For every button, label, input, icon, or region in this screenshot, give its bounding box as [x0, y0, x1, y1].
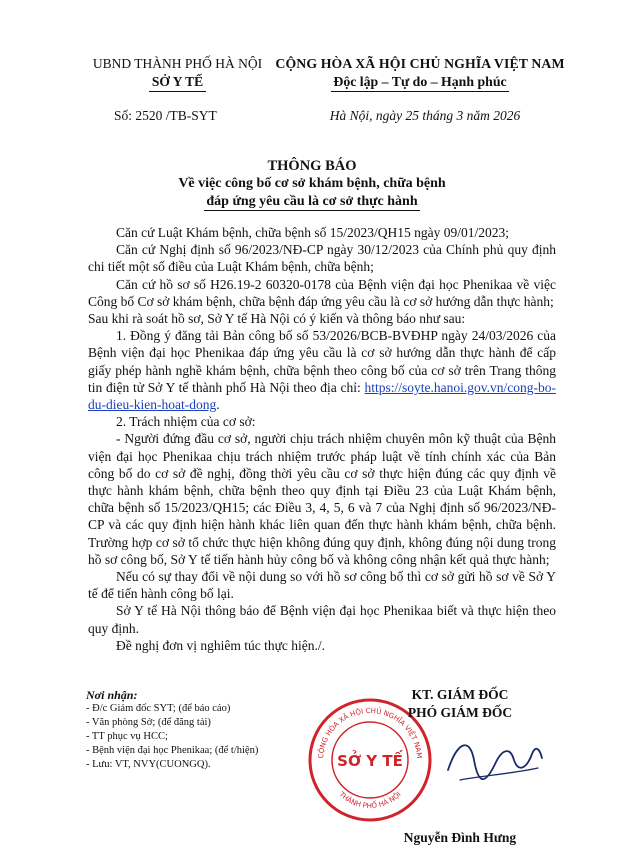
document-date: Hà Nội, ngày 25 tháng 3 năm 2026 [329, 108, 521, 123]
seal-center-text: SỞ Y TẾ [337, 752, 403, 770]
subject-underlined: đáp ứng yêu cầu là cơ sở thực hành [206, 194, 418, 209]
signer-title: PHÓ GIÁM ĐỐC [407, 705, 513, 720]
closing-request: Đề nghị đơn vị nghiêm túc thực hiện./. [116, 637, 326, 653]
agency-name: SỞ Y TẾ [149, 73, 206, 92]
legal-basis-1: Căn cứ Luật Khám bệnh, chữa bệnh số 15/2023/QH15 ngày 09/01/2023; [116, 225, 509, 240]
legal-basis-2: Căn cứ Nghị định số 96/2023/NĐ-CP ngày 30/12/2023 của Chính phủ quy định chi tiết một số điều của Luật Khám bệnh, chữa bệnh; [88, 242, 556, 275]
document-body [88, 224, 556, 654]
recipient-item: - Văn phòng Sở; (để đăng tải) [86, 717, 211, 728]
recipient-item: - Đ/c Giám đốc SYT; (để báo cáo) [86, 703, 231, 714]
document-number: Số: 2520 /TB-SYT [114, 108, 217, 123]
agency-parent: UBND THÀNH PHỐ HÀ NỘI [92, 56, 263, 71]
signer-name: Nguyễn Đình Hưng [403, 830, 517, 845]
item-1 [88, 327, 556, 413]
link-suffix: . [216, 397, 220, 413]
document-subject-line2 [0, 193, 624, 211]
item-1-text: 1. Đồng ý đăng tải Bản công bố số 53/2026/BCB-BVĐHP ngày 24/03/2026 của Bệnh viện đại học Phenikaa đáp ứng yêu cầu là cơ sở hướng dẫn thực hành để cấp giấy phép hành nghề khám bệnh, chữa bệnh theo công bố của cơ sở trên Trang thông tin điện tử Sở Y tế thành phố Hà Nội theo địa chỉ: [88, 328, 556, 395]
document-type: THÔNG BÁO [267, 158, 357, 174]
legal-basis-3: Căn cứ hồ sơ số H26.19-2 60320-0178 của Bệnh viện đại học Phenikaa về việc Công bố Cơ sở khám bệnh, chữa bệnh đáp ứng yêu cầu là cơ sở hướng dẫn thực hành; [88, 276, 556, 309]
notice-clause: Sở Y tế Hà Nội thông báo để Bệnh viện đại học Phenikaa biết và thực hiện theo quy định. [88, 603, 556, 636]
issuing-agency [80, 55, 275, 92]
nation-name: CỘNG HÒA XÃ HỘI CHỦ NGHĨA VIỆT NAM [275, 56, 565, 71]
publication-link[interactable]: https://soyte.hanoi.gov.vn/cong-bo-du-dieu-kien-hoat-dong [88, 379, 557, 413]
recipients-heading: Nơi nhận: [86, 688, 138, 702]
recipient-item: - TT phục vụ HCC; [86, 731, 168, 742]
seal-ring-top: CỘNG HÒA XÃ HỘI CHỦ NGHĨA VIỆT NAM [316, 706, 424, 759]
item-2: 2. Trách nhiệm của cơ sở: [116, 414, 256, 430]
document-subject-line1: Về việc công bố cơ sở khám bệnh, chữa bệnh [178, 176, 446, 191]
seal-ring-bottom: THÀNH PHỐ HÀ NỘI [337, 790, 403, 811]
motto: Độc lập – Tự do – Hạnh phúc [331, 73, 508, 92]
recipient-item: - Bệnh viện đại học Phenikaa; (để t/hiện) [86, 745, 259, 756]
signer-role: KT. GIÁM ĐỐC [411, 687, 509, 702]
change-clause: Nếu có sự thay đổi về nội dung so với hồ sơ công bố thì cơ sở gửi hồ sơ về Sở Y tế để tiến hành công bố lại. [88, 569, 556, 602]
recipient-item: - Lưu: VT, NVY(CUONGQ). [86, 759, 211, 770]
recipients-block [86, 688, 276, 772]
national-motto [270, 55, 570, 92]
handwritten-signature-icon [440, 710, 550, 810]
review-intro: Sau khi rà soát hồ sơ, Sở Y tế Hà Nội có ý kiến và thông báo như sau: [88, 311, 466, 327]
item-2-detail: - Người đứng đầu cơ sở, người chịu trách nhiệm chuyên môn kỹ thuật của Bệnh viện đại học Phenikaa chịu trách nhiệm trước pháp luật về tính chính xác của Bản công bố do cơ sở đề nghị, đồng thời yêu cầu cơ sở thực hiện đúng các quy định về thực hành khám bệnh, chữa bệnh theo quy định tại Điều 23 của Luật Khám bệnh, chữa bệnh số 15/2023/QH15; các Điều 3, 4, 5, 6 và 7 của Nghị định số 96/2023/NĐ-CP và các quy định hiện hành khác liên quan đến thực hành khám bệnh, chữa bệnh. Trường hợp cơ sở tổ chức thực hiện không đúng quy định, không đúng nội dung trong hồ sơ công bố, Sở Y tế tiến hành hủy công bố và không công nhận kết quả thực hành; [88, 431, 556, 567]
